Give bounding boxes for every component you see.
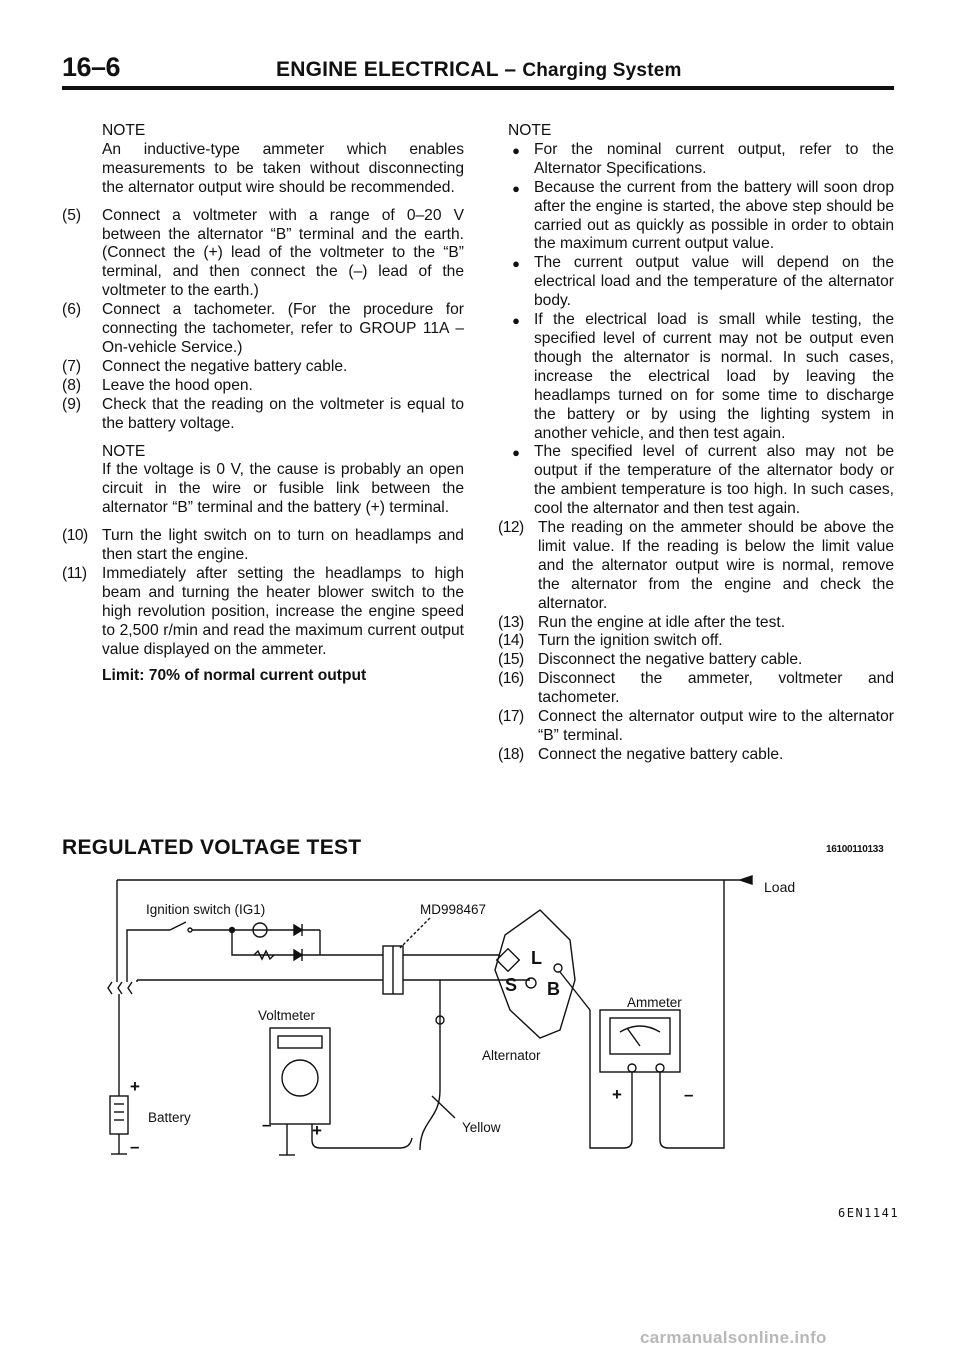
note-text: An inductive-type ammeter which enables measurements to be taken without disconnecting the alternator output wire should be recommended. bbox=[102, 140, 464, 196]
step-7 bbox=[62, 358, 464, 377]
bullet-text: For the nominal current output, refer to the Alternator Specifications. bbox=[534, 140, 894, 177]
step-number: (11) bbox=[62, 564, 87, 582]
wiring-diagram bbox=[0, 860, 960, 1220]
step-number: (9) bbox=[62, 395, 82, 413]
ammeter-body-icon bbox=[600, 1010, 680, 1072]
chapter-name: ENGINE ELECTRICAL bbox=[276, 58, 499, 81]
ignition-wire bbox=[127, 930, 170, 982]
resistor-branch-wire bbox=[232, 930, 320, 955]
step-text: Check that the reading on the voltmeter is equal to the battery voltage. bbox=[102, 395, 464, 432]
step-12 bbox=[498, 519, 894, 614]
note-zero-voltage bbox=[102, 443, 464, 519]
alternator-body-icon bbox=[495, 910, 575, 1038]
step-text: Connect a tachometer. (For the procedure for connecting the tachometer, refer to GROUP 11A – On-vehicle Service.) bbox=[102, 301, 464, 356]
label-alternator: Alternator bbox=[482, 1048, 541, 1063]
step-18 bbox=[498, 746, 894, 765]
step-number: (18) bbox=[498, 745, 524, 763]
step-number: (5) bbox=[62, 206, 82, 224]
ammeter-minus-jack bbox=[656, 1064, 664, 1072]
step-number: (16) bbox=[498, 670, 524, 688]
bullet-icon: ● bbox=[512, 313, 520, 329]
step-number: (8) bbox=[62, 376, 82, 394]
bullet-icon: ● bbox=[512, 180, 520, 196]
bullet-text: The specified level of current also may not be output if the temperature of the alternator body or the ambient temperature is too high. In such cases, cool the alternator and then test again. bbox=[534, 443, 894, 518]
bullet-icon: ● bbox=[512, 445, 520, 461]
note-current-output bbox=[498, 122, 894, 519]
voltmeter-minus: – bbox=[262, 1115, 272, 1134]
step-text: Connect the alternator output wire to the alternator “B” terminal. bbox=[538, 708, 894, 744]
terminal-b: B bbox=[547, 979, 560, 999]
battery-minus: – bbox=[130, 1137, 140, 1156]
note-bullet bbox=[498, 254, 894, 311]
terminal-l: L bbox=[531, 948, 542, 968]
label-md-tool: MD998467 bbox=[420, 902, 487, 917]
voltmeter-body-icon bbox=[270, 1028, 330, 1124]
battery-icon bbox=[110, 1096, 128, 1134]
chapter-title bbox=[276, 58, 682, 82]
step-text: Disconnect the negative battery cable. bbox=[538, 651, 803, 669]
voltmeter-plus: + bbox=[312, 1121, 322, 1140]
diode-icon bbox=[294, 949, 302, 961]
note-text: If the voltage is 0 V, the cause is probably an open circuit in the wire or fusible link between the alternator “B” terminal and the battery (+) terminal. bbox=[102, 461, 464, 517]
terminal-post-icon bbox=[526, 978, 536, 988]
battery-plus: + bbox=[130, 1077, 140, 1096]
fusible-link-icon bbox=[108, 982, 132, 994]
ammeter-scale bbox=[620, 1026, 660, 1032]
ammeter-plus-lead bbox=[590, 1010, 632, 1148]
note-label: NOTE bbox=[102, 122, 146, 139]
step-text: Connect the negative battery cable. bbox=[538, 745, 784, 763]
voltmeter-plus-lead bbox=[312, 1124, 412, 1148]
section-ref-code: 16100110133 bbox=[826, 844, 884, 855]
step-16 bbox=[498, 670, 894, 708]
title-separator: – bbox=[498, 58, 523, 81]
left-column bbox=[62, 122, 464, 686]
note-bullet bbox=[498, 311, 894, 443]
bullet-text: If the electrical load is small while testing, the specified level of current may not be output even though the alternator is normal. In such cases, increase the electrical load by leaving the headlamps turned on for some time to discharge the battery or by using the lighting system in another vehicle, and then test again. bbox=[534, 311, 894, 442]
step-text: Leave the hood open. bbox=[102, 376, 253, 394]
bullet-icon: ● bbox=[512, 256, 520, 272]
step-5 bbox=[62, 207, 464, 302]
label-yellow: Yellow bbox=[462, 1120, 501, 1135]
step-17 bbox=[498, 708, 894, 746]
page-number: 16–6 bbox=[62, 52, 121, 82]
ammeter-dial-icon bbox=[610, 1018, 670, 1054]
step-text: Immediately after setting the headlamps to high beam and turning the heater blower switch to the high revolution position, increase the engine speed to 2,500 r/min and read the maximum current output value displayed on the ammeter. bbox=[102, 564, 464, 658]
note-bullet bbox=[498, 179, 894, 255]
label-load: Load bbox=[764, 879, 796, 895]
terminal-s: S bbox=[505, 975, 518, 995]
step-9 bbox=[62, 396, 464, 434]
ammeter-plus-jack bbox=[628, 1064, 636, 1072]
voltmeter-dial-icon bbox=[282, 1060, 318, 1096]
step-text: Turn the light switch on to turn on headlamps and then start the engine. bbox=[102, 527, 464, 564]
section-name: Charging System bbox=[522, 60, 682, 81]
header-rule bbox=[62, 86, 894, 90]
ammeter-minus-lead bbox=[660, 880, 724, 1148]
leader-line bbox=[400, 918, 430, 948]
step-number: (12) bbox=[498, 519, 524, 537]
step-number: (7) bbox=[62, 357, 82, 375]
watermark: carmanualsonline.info bbox=[640, 1328, 827, 1347]
b-terminal-stud-icon bbox=[554, 964, 562, 972]
yellow-wire-lead bbox=[420, 1090, 440, 1150]
note-inductive-ammeter bbox=[102, 122, 464, 198]
leader-line bbox=[432, 1096, 455, 1118]
step-10 bbox=[62, 527, 464, 565]
bullet-text: The current output value will depend on the electrical load and the temperature of the alternator body. bbox=[534, 254, 894, 310]
step-text: Run the engine at idle after the test. bbox=[538, 613, 786, 631]
ammeter-needle-icon bbox=[627, 1028, 640, 1046]
step-14 bbox=[498, 632, 894, 651]
step-number: (13) bbox=[498, 613, 524, 631]
switch-contact bbox=[188, 928, 192, 932]
bullet-icon: ● bbox=[512, 142, 520, 158]
ammeter-minus: – bbox=[684, 1085, 694, 1104]
note-label: NOTE bbox=[508, 122, 552, 139]
label-voltmeter: Voltmeter bbox=[258, 1008, 316, 1023]
diode-icon bbox=[294, 924, 302, 936]
note-bullet bbox=[498, 141, 894, 179]
note-label: NOTE bbox=[102, 442, 146, 460]
step-number: (10) bbox=[62, 527, 88, 545]
step-number: (17) bbox=[498, 708, 524, 726]
section-title: REGULATED VOLTAGE TEST bbox=[62, 836, 362, 859]
label-battery: Battery bbox=[148, 1110, 191, 1125]
step-text: Turn the ignition switch off. bbox=[538, 632, 723, 650]
figure-code: 6EN1141 bbox=[838, 1206, 900, 1220]
limit-value: Limit: 70% of normal current output bbox=[102, 667, 367, 685]
step-number: (15) bbox=[498, 651, 524, 669]
step-6 bbox=[62, 301, 464, 358]
step-15 bbox=[498, 651, 894, 670]
load-arrow-icon bbox=[740, 876, 752, 884]
right-column bbox=[498, 122, 894, 765]
step-8 bbox=[62, 377, 464, 396]
ammeter-plus: + bbox=[612, 1085, 622, 1104]
note-bullet bbox=[498, 443, 894, 519]
voltmeter-display-icon bbox=[278, 1036, 322, 1048]
label-ignition-switch: Ignition switch (IG1) bbox=[146, 902, 266, 917]
label-ammeter: Ammeter bbox=[627, 995, 682, 1010]
step-text: Connect a voltmeter with a range of 0–20 V between the alternator “B” terminal and the earth. (Connect the (+) lead of the voltmeter to the “B” terminal, and then connect the (–) lead of the voltmeter to the earth.) bbox=[102, 206, 464, 300]
step-13 bbox=[498, 614, 894, 633]
step-number: (14) bbox=[498, 632, 524, 650]
step-text: Disconnect the ammeter, voltmeter and tachometer. bbox=[538, 670, 894, 707]
ignition-switch-icon bbox=[170, 922, 186, 930]
step-number: (6) bbox=[62, 301, 82, 319]
step-text: The reading on the ammeter should be above the limit value. If the reading is below the limit value and the alternator output wire is normal, remove the alternator from the engine and check the alternator. bbox=[538, 519, 894, 612]
step-text: Connect the negative battery cable. bbox=[102, 357, 348, 375]
bullet-text: Because the current from the battery will soon drop after the engine is started, the above step should be carried out as quickly as possible in order to obtain the maximum current output value. bbox=[534, 178, 894, 253]
page-header bbox=[62, 50, 894, 90]
step-11 bbox=[62, 565, 464, 660]
